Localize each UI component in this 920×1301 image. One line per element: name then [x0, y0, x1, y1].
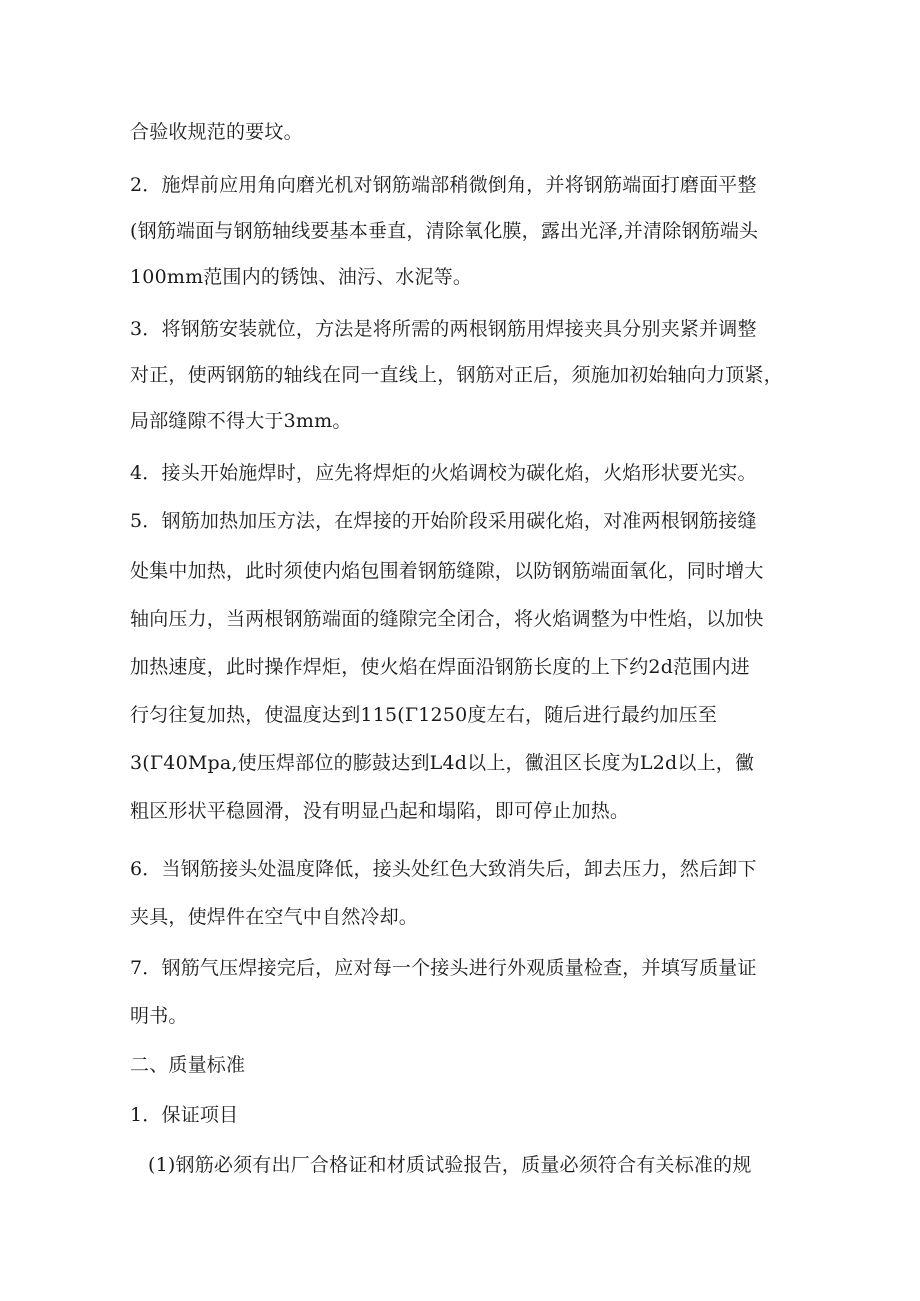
text-line: 6．当钢筋接头处温度降低，接头处红色大致消失后，卸去压力，然后卸下 [130, 858, 757, 880]
text-line: 2．施焊前应用角向磨光机对钢筋端部稍微倒角，并将钢筋端面打磨面平整 [130, 174, 757, 196]
text-line: 合验收规范的要坟。 [130, 121, 303, 143]
text-line: 夹具，使焊件在空气中自然冷却。 [130, 906, 419, 928]
text-line: 100mm范围内的锈蚀、油污、水泥等。 [130, 266, 473, 288]
text-line: 4．接头开始施焊时，应先将焊炬的火焰调校为碳化焰，火焰形状要光实。 [130, 462, 757, 484]
text-line: 7．钢筋气压焊接完后，应对每一个接头进行外观质量检查，并填写质量证 [130, 957, 757, 979]
subsection-heading: 1．保证项目 [130, 1104, 239, 1126]
text-line: 局部缝隙不得大于3mm。 [130, 410, 352, 432]
text-line: 5．钢筋加热加压方法，在焊接的开始阶段采用碳化焰，对准两根钢筋接缝 [130, 510, 757, 532]
text-line: 加热速度，此时操作焊炬，使火焰在焊面沿钢筋长度的上下约2d范围内进 [130, 656, 750, 678]
text-line: 明书。 [130, 1005, 188, 1027]
text-line: 处集中加热，此时须使内焰包围着钢筋缝隙，以防钢筋端面氧化，同时增大 [130, 560, 764, 582]
text-line: 行匀往复加热，使温度达到115(Γ1250度左右，随后进行最约加压至 [130, 704, 718, 726]
section-heading: 二、质量标准 [130, 1054, 246, 1076]
text-line: 3．将钢筋安装就位，方法是将所需的两根钢筋用焊接夹具分别夹紧并调整 [130, 318, 757, 340]
text-line: (1)钢筋必须有出厂合格证和材质试验报告，质量必须符合有关标准的规 [148, 1154, 752, 1176]
text-line: (钢筋端面与钢筋轴线要基本垂直，清除氧化膜，露出光泽,并清除钢筋端头 [130, 220, 759, 242]
text-line: 轴向压力，当两根钢筋端面的缝隙完全闭合，将火焰调整为中性焰，以加快 [130, 608, 764, 630]
text-line: 对正，使两钢筋的轴线在同一直线上，钢筋对正后，须施加初始轴向力顶紧， [130, 364, 783, 386]
text-line: 3(Γ40Mpa,使压焊部位的膨鼓达到L4d以上，黴沮区长度为L2d以上，黴 [130, 752, 755, 774]
text-line: 粗区形状平稳圆滑，没有明显凸起和塌陷，即可停止加热。 [130, 800, 630, 822]
